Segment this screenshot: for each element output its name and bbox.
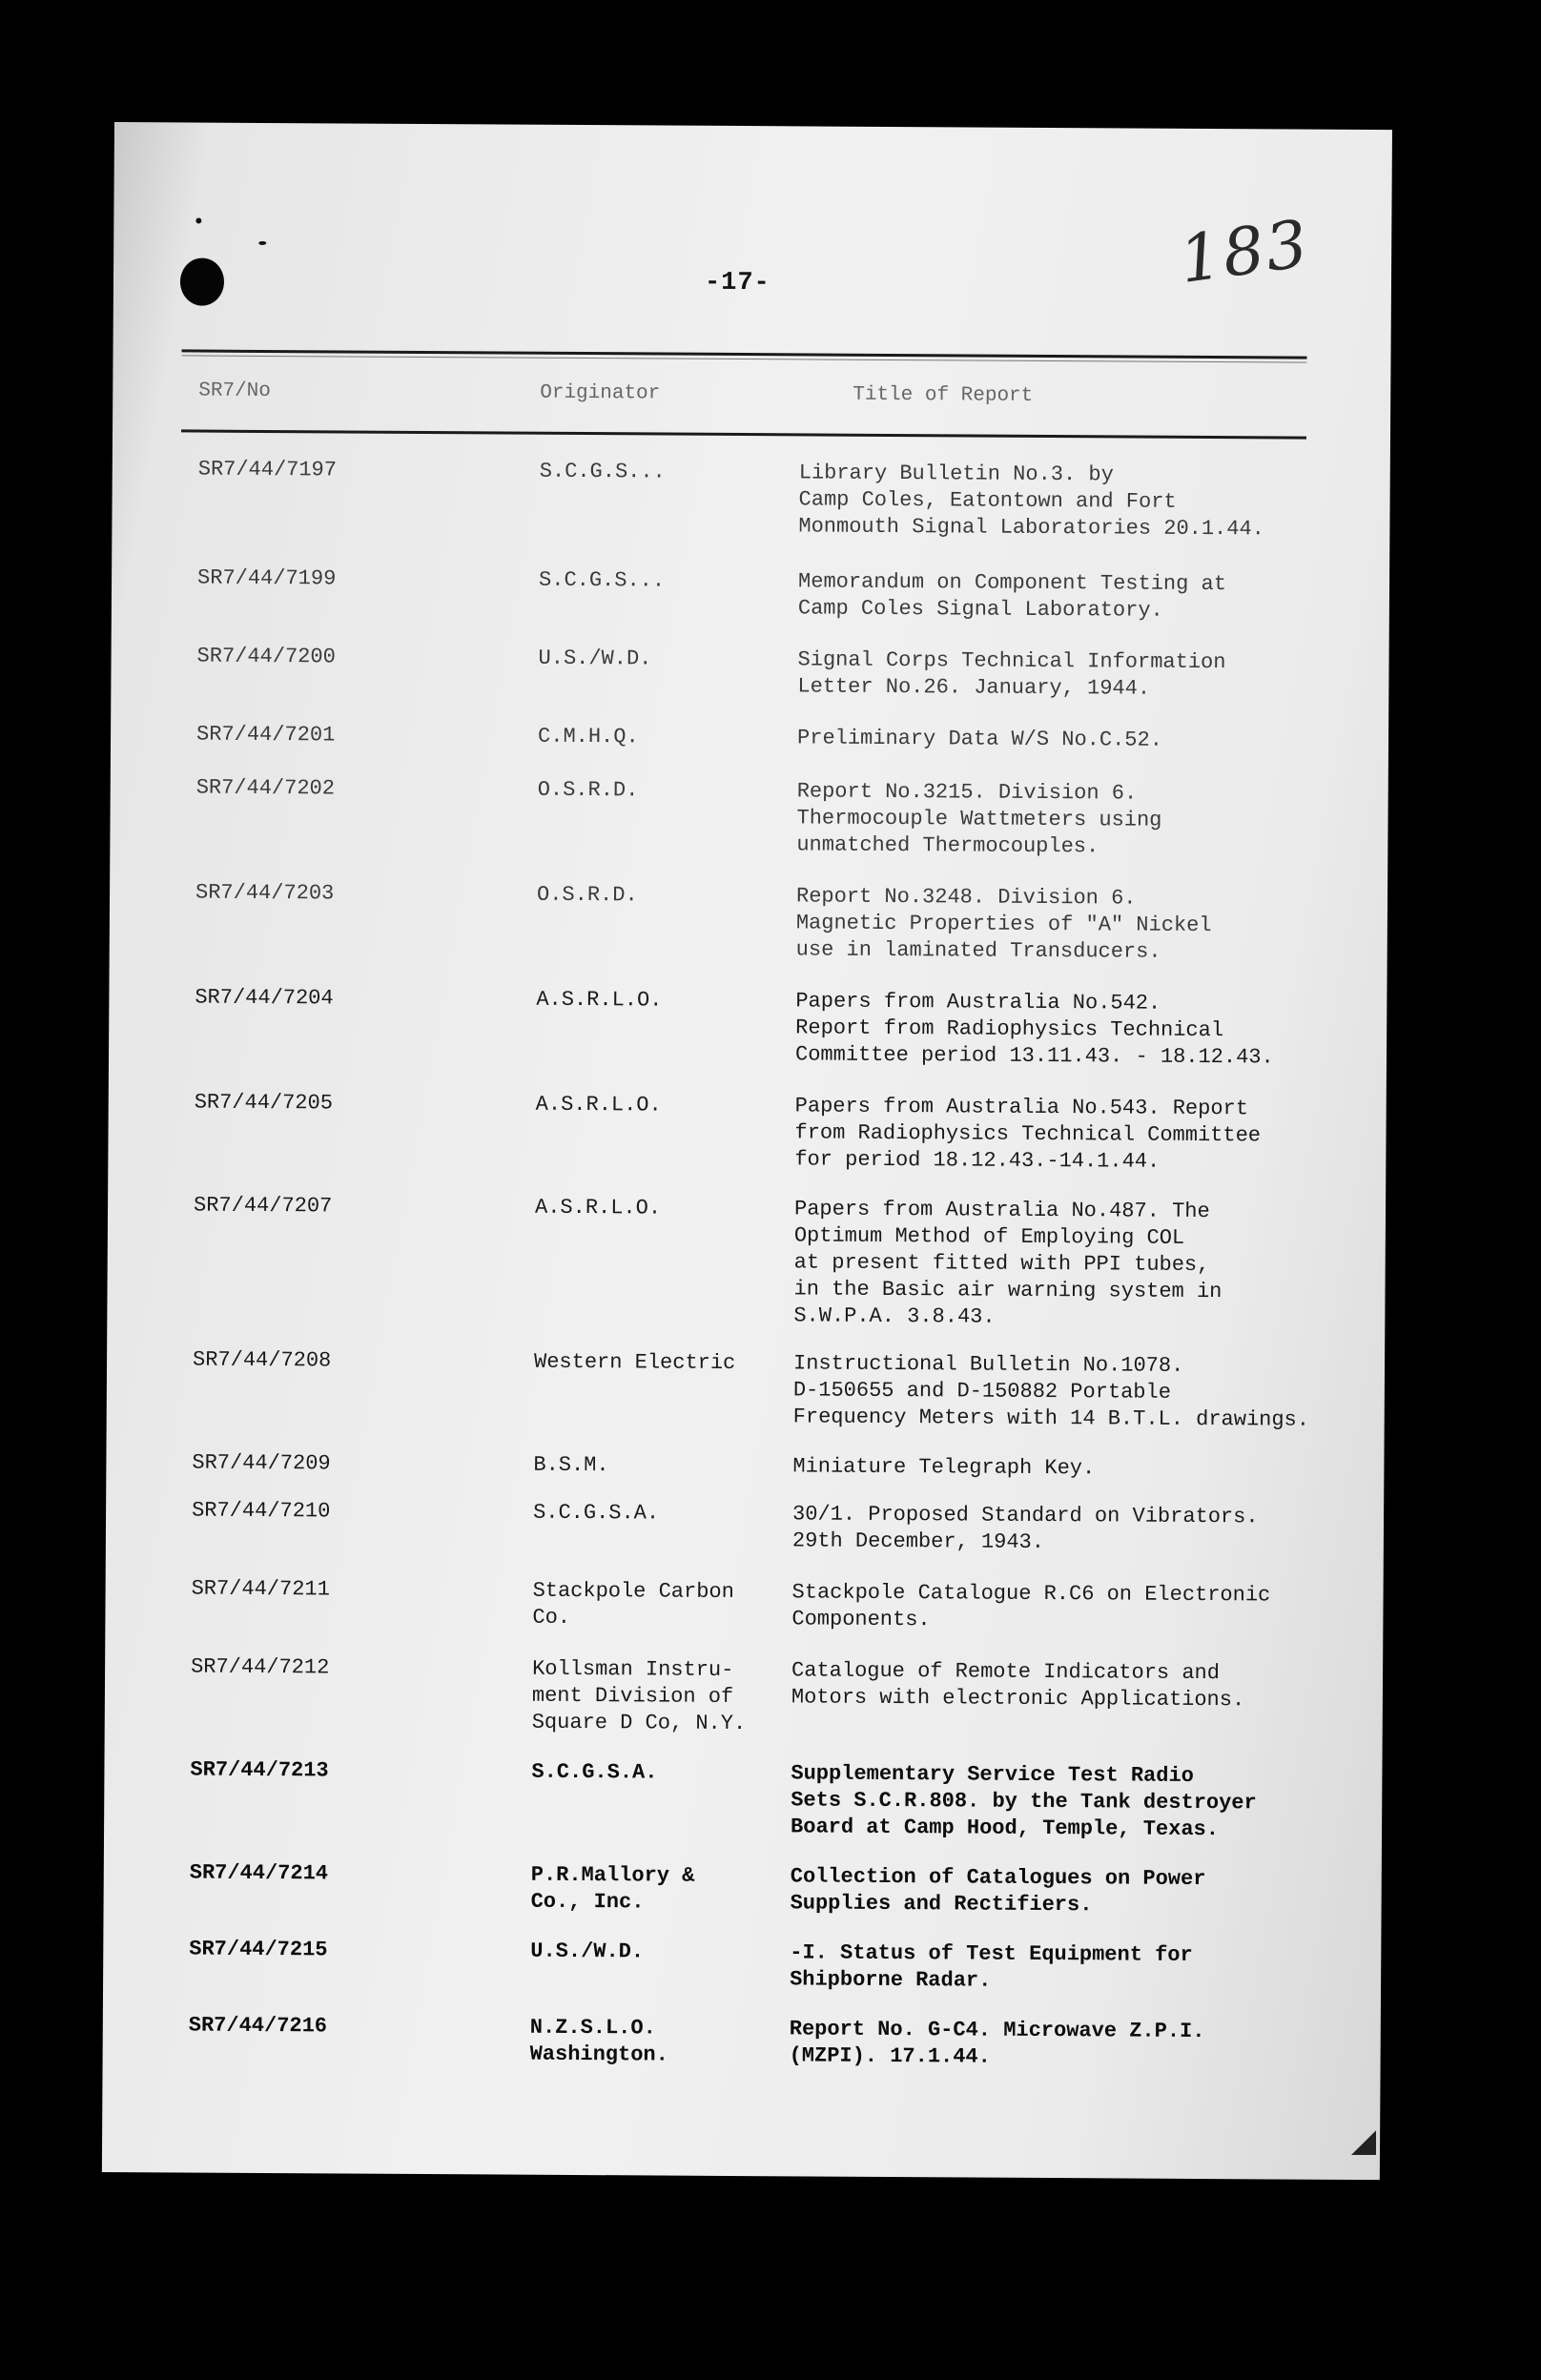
table-row — [106, 1497, 1346, 1554]
table-row — [108, 1192, 1347, 1329]
originator: A.S.R.L.O. — [534, 1195, 662, 1221]
report-title: Collection of Catalogues on Power Supplies and Rectifiers. — [790, 1864, 1206, 1918]
table-row — [107, 1346, 1346, 1432]
originator: Western Electric — [533, 1349, 736, 1376]
originator: O.S.R.D. — [536, 882, 638, 908]
report-number: SR7/44/7204 — [195, 985, 334, 1011]
report-title: Report No.3215. Division 6. Thermocouple Wattmeters using unmatched Thermocouples. — [796, 779, 1162, 859]
originator: S.C.G.S... — [539, 459, 666, 484]
originator: Kollsman Instru- ment Division of Square D Co, N.Y. — [531, 1656, 747, 1736]
page-corner-curl — [1351, 2130, 1376, 2155]
handwritten-folio-number: 183 — [1175, 206, 1314, 298]
table-row — [104, 1859, 1344, 1918]
report-title: Preliminary Data W/S No.C.52. — [796, 726, 1163, 752]
report-number: SR7/44/7203 — [195, 880, 335, 906]
document-page — [102, 122, 1392, 2180]
originator: S.C.G.S.A. — [531, 1759, 658, 1785]
report-title: Miniature Telegraph Key. — [792, 1454, 1096, 1481]
originator: B.S.M. — [533, 1452, 609, 1478]
report-title: Papers from Australia No.543. Report from Radiophysics Technical Committee for period 18.12.43.-14.1.44. — [794, 1094, 1262, 1174]
report-number: SR7/44/7208 — [192, 1347, 332, 1373]
originator: A.S.R.L.O. — [535, 1092, 662, 1118]
report-number: SR7/44/7199 — [197, 565, 337, 591]
report-number: SR7/44/7211 — [191, 1576, 330, 1602]
column-header-originator: Originator — [540, 381, 661, 405]
report-title: Papers from Australia No.542. Report from Radiophysics Technical Committee period 13.11.43. - 18.12.43. — [794, 989, 1274, 1070]
report-title: Instructional Bulletin No.1078. D-150655 and D-150882 Portable Frequency Meters with 14 B.T.L. drawings. — [792, 1351, 1310, 1432]
table-row — [110, 879, 1349, 964]
report-number: SR7/44/7209 — [192, 1450, 331, 1476]
header-bottom-rule — [181, 429, 1306, 439]
table-row — [112, 643, 1351, 701]
column-header-title: Title of Report — [853, 383, 1034, 407]
originator: U.S./W.D. — [538, 646, 652, 671]
table-row — [109, 984, 1348, 1070]
originator: N.Z.S.L.O. Washington. — [529, 2015, 668, 2067]
table-row — [106, 1449, 1346, 1481]
report-number: SR7/44/7205 — [194, 1090, 334, 1116]
report-title: Memorandum on Component Testing at Camp Coles Signal Laboratory. — [797, 569, 1227, 623]
originator: S.C.G.S.A. — [533, 1500, 660, 1526]
report-number: SR7/44/7215 — [189, 1937, 328, 1962]
report-title: Catalogue of Remote Indicators and Motors with electronic Applications. — [791, 1658, 1245, 1713]
originator: U.S./W.D. — [530, 1939, 645, 1964]
report-title: Papers from Australia No.487. The Optimum Method of Employing COL at present fitted with PPI tubes, in the Basic air warning system in S.W.P.A. 3.8.43. — [793, 1197, 1223, 1329]
ink-speck — [195, 218, 201, 224]
report-title: Stackpole Catalogue R.C6 on Electronic Components. — [791, 1580, 1271, 1632]
report-number: SR7/44/7207 — [193, 1193, 333, 1219]
page-number: -17- — [704, 268, 770, 298]
report-title: Report No.3248. Division 6. Magnetic Properties of "A" Nickel use in laminated Transducers. — [795, 884, 1212, 964]
report-number: SR7/44/7212 — [191, 1654, 330, 1680]
table-row — [103, 1936, 1343, 1993]
report-number: SR7/44/7200 — [196, 644, 336, 669]
report-title: Library Bulletin No.3. by Camp Coles, Eatontown and Fort Monmouth Signal Laboratories 20.1.44. — [798, 461, 1264, 542]
originator: A.S.R.L.O. — [536, 987, 663, 1013]
table-row — [103, 2012, 1343, 2069]
report-number: SR7/44/7202 — [195, 775, 336, 801]
report-number: SR7/44/7210 — [192, 1498, 331, 1524]
report-number: SR7/44/7216 — [188, 2013, 328, 2039]
report-number: SR7/44/7201 — [196, 722, 336, 748]
originator: Stackpole Carbon Co. — [532, 1578, 734, 1630]
table-row — [112, 564, 1351, 623]
originator: O.S.R.D. — [537, 777, 639, 803]
table-row — [111, 721, 1350, 752]
report-title: 30/1. Proposed Standard on Vibrators. 29th December, 1943. — [791, 1502, 1259, 1554]
table-row — [113, 456, 1352, 542]
originator: C.M.H.Q. — [537, 724, 639, 749]
table-row — [109, 1089, 1348, 1174]
report-title: -I. Status of Test Equipment for Shipborne Radar. — [790, 1940, 1193, 1993]
table-row — [105, 1653, 1345, 1736]
report-number: SR7/44/7213 — [190, 1757, 329, 1783]
table-row — [105, 1756, 1345, 1842]
report-title: Signal Corps Technical Information Letter No.26. January, 1944. — [797, 647, 1226, 701]
report-title: Supplementary Service Test Radio Sets S.C.R.808. by the Tank destroyer Board at Camp Hood, Temple, Texas. — [791, 1761, 1257, 1842]
column-header-number: SR7/No — [198, 380, 271, 403]
punch-hole — [180, 257, 224, 305]
table-row — [111, 774, 1350, 859]
ink-speck — [258, 241, 266, 245]
report-number: SR7/44/7197 — [197, 457, 338, 482]
originator: S.C.G.S... — [538, 567, 666, 593]
originator: P.R.Mallory & Co., Inc. — [530, 1862, 695, 1915]
table-row — [106, 1575, 1346, 1632]
report-number: SR7/44/7214 — [189, 1860, 329, 1886]
report-title: Report No. G-C4. Microwave Z.P.I. (MZPI). 17.1.44. — [789, 2017, 1205, 2069]
